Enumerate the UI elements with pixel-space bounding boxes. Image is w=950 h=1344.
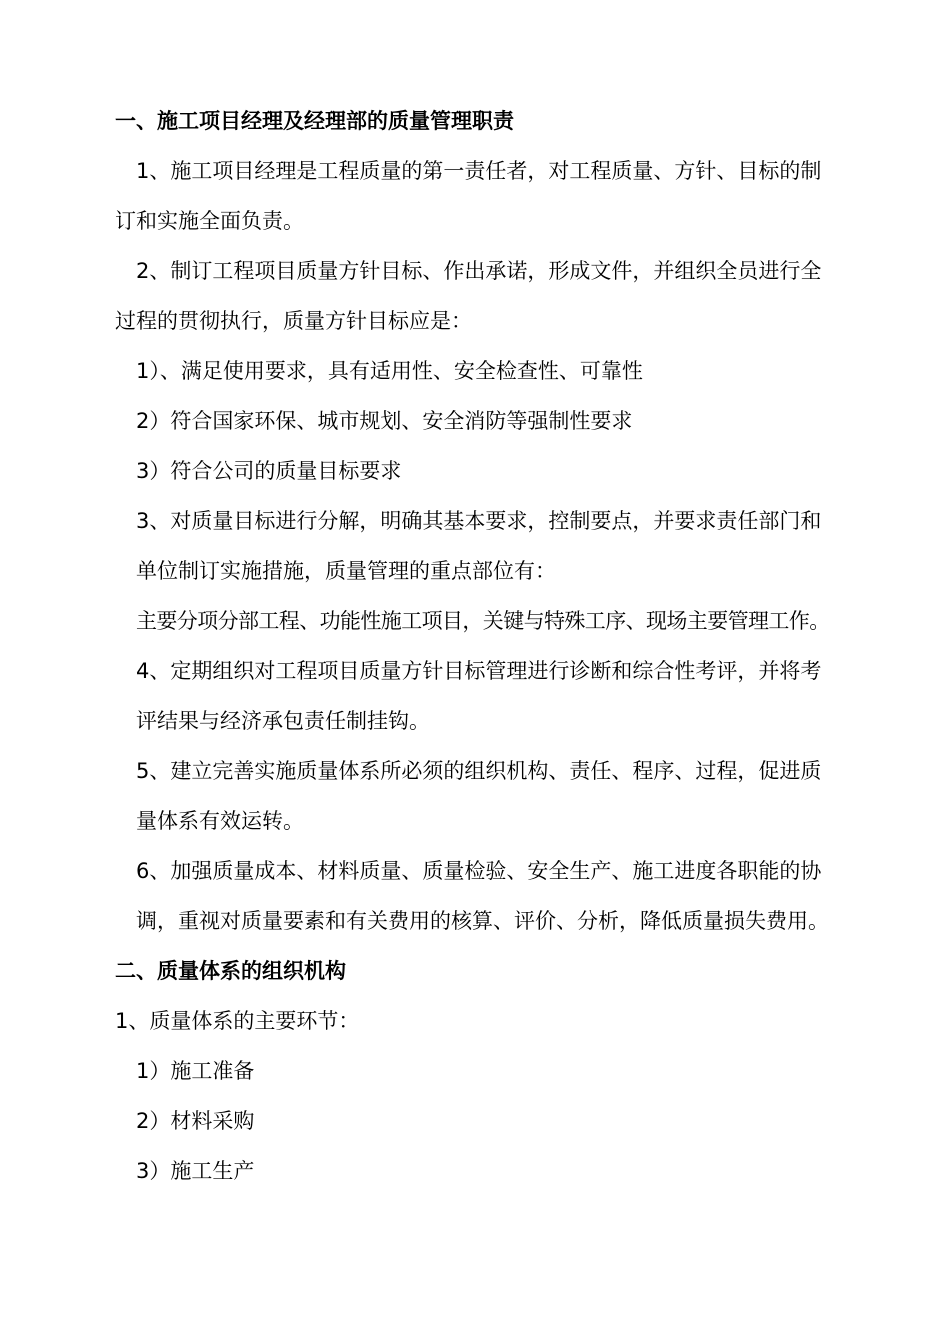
section2-item1: 1）施工准备	[136, 1059, 255, 1083]
section1-item3: 3）符合公司的质量目标要求	[136, 459, 402, 483]
section1-p1-line2: 订和实施全面负责。	[115, 209, 304, 233]
section1-item1: 1）、满足使用要求，具有适用性、安全检查性、可靠性	[136, 359, 643, 383]
section1-p4-line2: 评结果与经济承包责任制挂钩。	[136, 709, 430, 733]
section1-p2-line2: 过程的贯彻执行，质量方针目标应是：	[115, 309, 472, 333]
section1-p5-line1: 5、建立完善实施质量体系所必须的组织机构、责任、程序、过程，促进质	[136, 759, 822, 783]
section1-p1-line1: 1、施工项目经理是工程质量的第一责任者，对工程质量、方针、目标的制	[136, 159, 822, 183]
section1-p2-line1: 2、制订工程项目质量方针目标、作出承诺，形成文件，并组织全员进行全	[136, 259, 822, 283]
section1-p3-line2: 单位制订实施措施，质量管理的重点部位有：	[136, 559, 556, 583]
section1-p3-line1: 3、对质量目标进行分解，明确其基本要求，控制要点，并要求责任部门和	[136, 509, 822, 533]
section1-p5-line2: 量体系有效运转。	[136, 809, 304, 833]
section2-item3: 3）施工生产	[136, 1159, 255, 1183]
section2-sub1: 1、质量体系的主要环节：	[115, 1009, 360, 1033]
section2-heading: 二、质量体系的组织机构	[115, 959, 346, 983]
section1-p3-line3: 主要分项分部工程、功能性施工项目，关键与特殊工序、现场主要管理工作。	[136, 609, 830, 633]
section1-p4-line1: 4、定期组织对工程项目质量方针目标管理进行诊断和综合性考评，并将考	[136, 659, 822, 683]
section2-item2: 2）材料采购	[136, 1109, 255, 1133]
section1-p6-line2: 调，重视对质量要素和有关费用的核算、评价、分析，降低质量损失费用。	[136, 909, 829, 933]
section1-heading: 一、施工项目经理及经理部的质量管理职责	[115, 109, 514, 133]
section1-p6-line1: 6、加强质量成本、材料质量、质量检验、安全生产、施工进度各职能的协	[136, 859, 822, 883]
section1-item2: 2）符合国家环保、城市规划、安全消防等强制性要求	[136, 409, 633, 433]
